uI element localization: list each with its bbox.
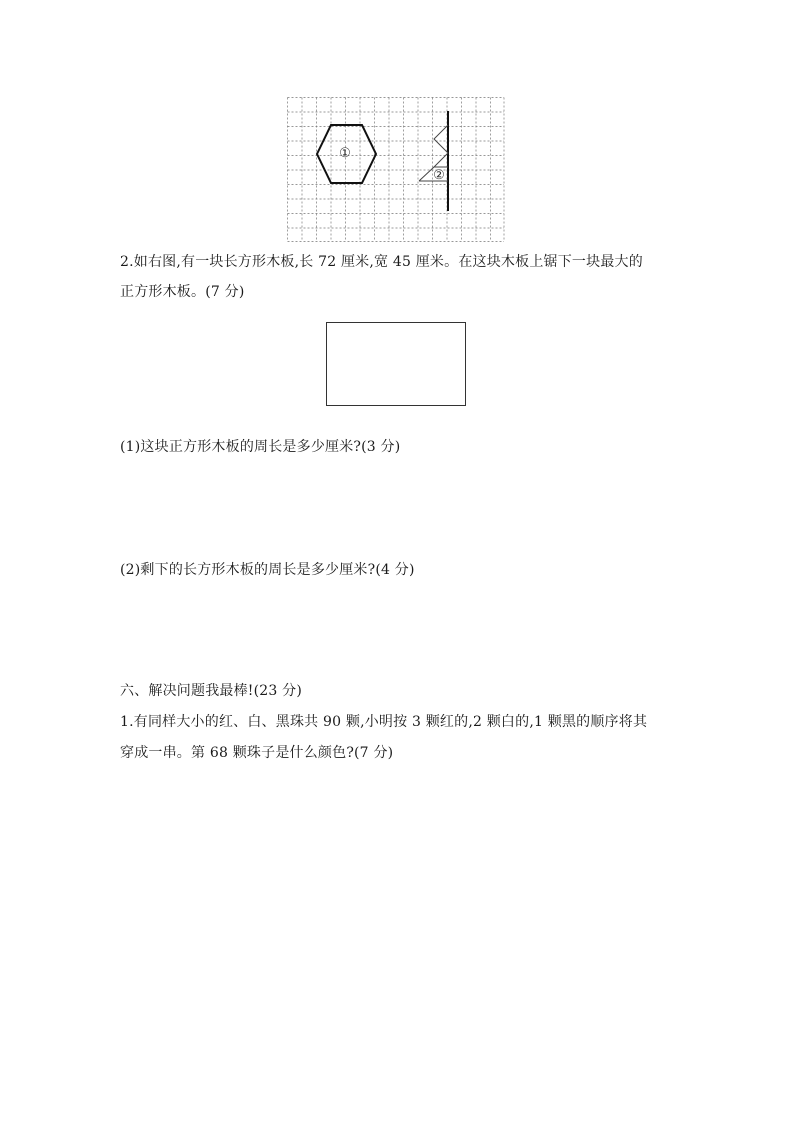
rectangle-board-figure [326,322,466,406]
section6-problem1-line2: 穿成一串。第 68 颗珠子是什么颜色?(7 分) [120,745,394,761]
problem2-question2: (2)剩下的长方形木板的周长是多少厘米?(4 分) [120,562,415,578]
grid-lines [288,98,505,242]
half-shape-2 [434,125,448,167]
hexagon-label: ① [339,146,351,161]
problem2-text-line2: 正方形木板。(7 分) [120,284,245,300]
shape2-label: ② [433,168,445,183]
section6-problem1-line1: 1.有同样大小的红、白、黑珠共 90 颗,小明按 3 颗红的,2 颗白的,1 颗黑的顺序将其 [120,714,648,730]
problem2-text-line1: 2.如右图,有一块长方形木板,长 72 厘米,宽 45 厘米。在这块木板上锯下一块最大的 [120,254,643,270]
problem2-question1: (1)这块正方形木板的周长是多少厘米?(3 分) [120,439,401,455]
grid-figure [287,97,507,242]
section6-heading: 六、解决问题我最棒!(23 分) [120,683,303,699]
grid-diagram [287,97,507,242]
